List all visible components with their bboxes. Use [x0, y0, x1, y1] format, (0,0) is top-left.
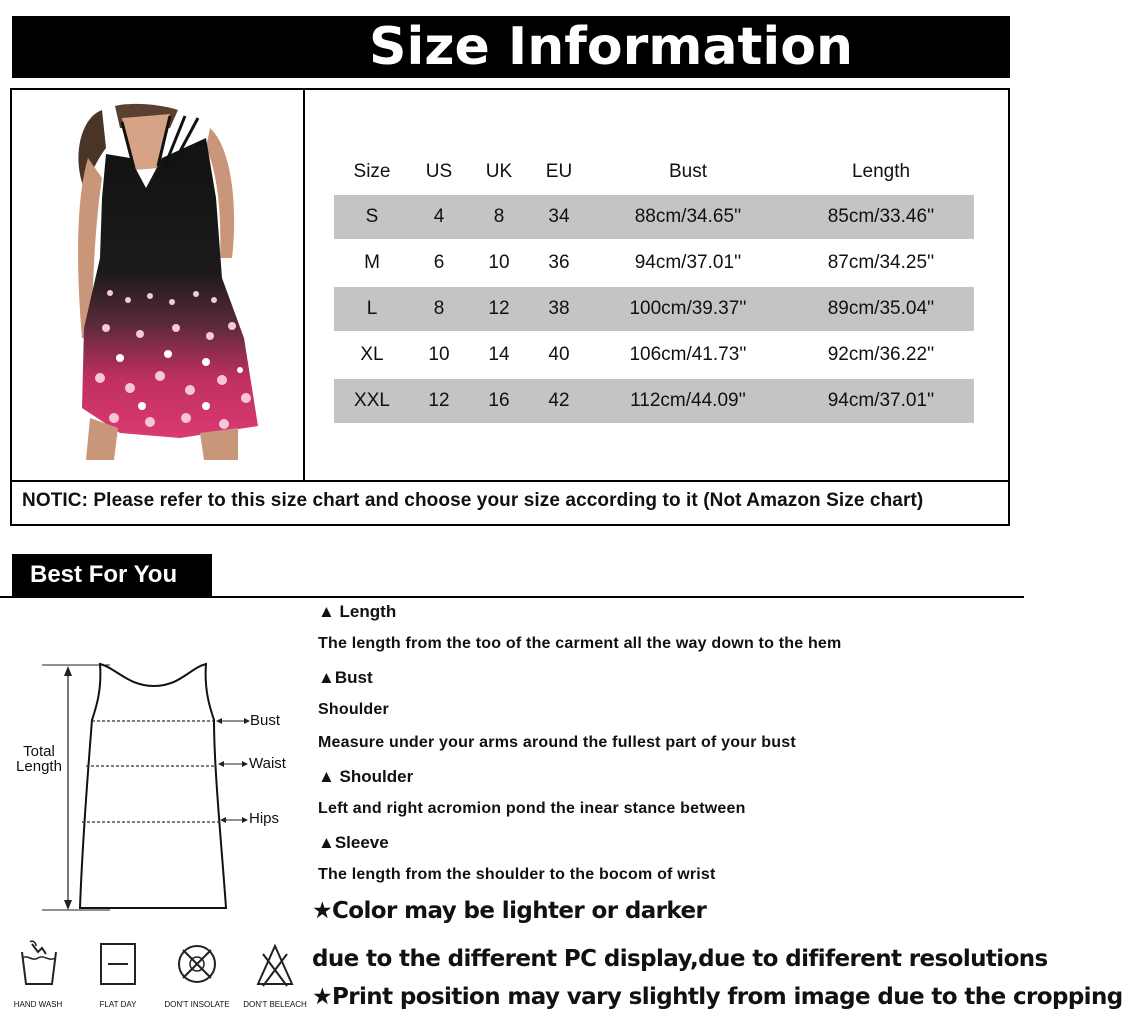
- care-label-no-sun: DON'T INSOLATE: [164, 1000, 230, 1009]
- color-note: ★Color may be lighter or darker: [312, 898, 707, 924]
- page-title: Size Information: [369, 17, 853, 77]
- eu-cell: 40: [548, 344, 570, 365]
- total-label-line1: Total: [23, 743, 55, 760]
- hips-label: Hips: [249, 810, 280, 827]
- section-divider: [0, 596, 1024, 598]
- header-eu: EU: [545, 161, 573, 182]
- product-photo: [10, 88, 303, 480]
- uk-cell: 14: [488, 344, 510, 365]
- guide-length-heading: ▲ Length: [318, 602, 397, 621]
- care-label-no-bleach: DON'T BELEACH: [243, 1000, 307, 1009]
- care-label-hand-wash: HAND WASH: [13, 1000, 63, 1009]
- table-header-row: [334, 150, 974, 194]
- table-row: [334, 333, 974, 377]
- uk-cell: 16: [488, 390, 510, 411]
- flat-dry-icon: [98, 942, 138, 988]
- length-cell: 94cm/37.01'': [827, 390, 935, 411]
- display-note: due to the different PC display,due to dififerent resolutions: [312, 946, 1048, 972]
- table-row: [334, 241, 974, 285]
- measurement-diagram: [0, 650, 310, 920]
- eu-cell: 34: [548, 206, 570, 227]
- us-cell: 8: [433, 298, 445, 319]
- guide-bust-heading: ▲Bust: [318, 668, 373, 687]
- size-cell: M: [364, 252, 380, 273]
- size-cell: XXL: [354, 390, 390, 411]
- header-uk: UK: [485, 161, 513, 182]
- uk-cell: 12: [488, 298, 510, 319]
- guide-sleeve-text: The length from the shoulder to the bocom of wrist: [318, 866, 716, 883]
- guide-shoulder-text: Left and right acromion pond the inear stance between: [318, 800, 746, 817]
- print-note: ★Print position may vary slightly from image due to the cropping: [312, 984, 1123, 1010]
- length-cell: 87cm/34.25'': [827, 252, 935, 273]
- guide-sleeve-heading: ▲Sleeve: [318, 833, 389, 852]
- us-cell: 10: [428, 344, 450, 365]
- dress-outline: [80, 664, 226, 908]
- table-row: [334, 195, 974, 239]
- length-cell: 85cm/33.46'': [827, 206, 935, 227]
- header-banner: [12, 16, 1010, 78]
- header-bust: Bust: [668, 161, 708, 182]
- waist-label: Waist: [249, 755, 286, 772]
- product-photo-box: [10, 88, 305, 482]
- us-cell: 12: [428, 390, 450, 411]
- uk-cell: 8: [493, 206, 505, 227]
- header-size: Size: [353, 161, 391, 182]
- guide-bust-text: Measure under your arms around the fullest part of your bust: [318, 734, 796, 751]
- us-cell: 6: [433, 252, 445, 273]
- bust-label: Bust: [250, 712, 281, 729]
- table-row: [334, 287, 974, 331]
- hand-wash-icon: [18, 938, 60, 988]
- size-notice: NOTIC: Please refer to this size chart and choose your size according to it (Not Amazon Size chart): [22, 490, 924, 511]
- bust-cell: 88cm/34.65'': [634, 206, 742, 227]
- us-cell: 4: [433, 206, 445, 227]
- total-length-label: [16, 744, 62, 774]
- bust-cell: 106cm/41.73'': [629, 344, 747, 365]
- size-cell: S: [365, 206, 379, 227]
- eu-cell: 42: [548, 390, 570, 411]
- uk-cell: 10: [488, 252, 510, 273]
- length-cell: 92cm/36.22'': [827, 344, 935, 365]
- guide-length-text: The length from the too of the carment all the way down to the hem: [318, 635, 842, 652]
- size-cell: XL: [360, 344, 384, 365]
- bust-cell: 112cm/44.09'': [630, 390, 746, 411]
- header-length: Length: [851, 161, 911, 182]
- header-us: US: [425, 161, 453, 182]
- panel-divider: [10, 480, 1010, 482]
- guide-shoulder-label: Shoulder: [318, 701, 389, 718]
- table-row: [334, 379, 974, 423]
- bust-cell: 94cm/37.01'': [634, 252, 742, 273]
- care-label-flat-dry: FLAT DAY: [99, 1000, 137, 1009]
- size-cell: L: [366, 298, 378, 319]
- eu-cell: 36: [548, 252, 570, 273]
- no-bleach-icon: [255, 942, 295, 988]
- section-title: Best For You: [12, 554, 212, 596]
- eu-cell: 38: [548, 298, 570, 319]
- guide-shoulder-heading: ▲ Shoulder: [318, 767, 414, 786]
- bust-cell: 100cm/39.37'': [629, 298, 747, 319]
- no-sun-icon: [175, 940, 219, 988]
- total-label-line2: Length: [16, 758, 62, 775]
- length-cell: 89cm/35.04'': [827, 298, 935, 319]
